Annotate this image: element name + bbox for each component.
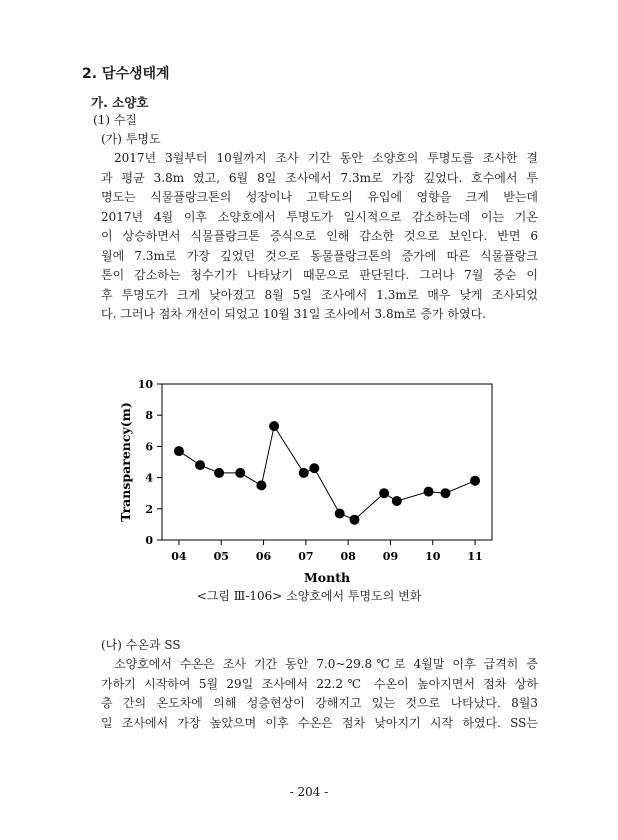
paragraph-line: 월에 7.3m로 가장 깊었던 것으로 동물플랑크톤의 증가에 따른 식물플랑크	[101, 248, 538, 263]
paragraph-line: 톤이 감소하는 청수기가 나타났기 때문으로 판단된다. 그러나 7월 중순 이	[101, 268, 538, 282]
x-tick-label: 08	[340, 550, 356, 563]
paragraph-temperature	[101, 655, 538, 733]
paragraph-line: 가하기 시작하여 5월 29일 조사에서 22.2℃ 수온이 높아지면서 점차 상하	[101, 676, 538, 691]
x-axis-label: Month	[303, 570, 351, 585]
data-point	[235, 468, 245, 478]
y-tick-label: 2	[145, 502, 153, 516]
paragraph-line: 후 투명도가 크게 낮아졌고 8월 5일 조사에서 1.3m로 매우 낮게 조사되었	[101, 287, 538, 302]
plot-frame	[162, 384, 492, 540]
subitem-title-temperature-ss: (나) 수온과 SS	[101, 638, 181, 652]
data-point	[424, 487, 434, 497]
section-title: 2. 담수생태계	[82, 66, 170, 82]
data-point	[379, 488, 389, 498]
subitem-title-transparency: (가) 투명도	[101, 132, 161, 146]
data-point	[256, 480, 266, 490]
paragraph-line: 다. 그러나 점차 개선이 되었고 10월 31일 조사에서 3.8m로 증가 하였다.	[101, 307, 486, 321]
item-title: (1) 수질	[93, 113, 137, 127]
paragraph-line: 일 조사에서 가장 높았으며 이후 수온은 점차 낮아지기 시작 하였다. SS는	[101, 715, 538, 730]
paragraph-line: 소양호에서 수온은 조사 기간 동안 7.0~29.8℃로 4월말 이후 급격히 증	[114, 657, 538, 671]
paragraph-line: 2017년 4월 이후 소양호에서 투명도가 일시적으로 감소하는데 이는 기온	[101, 209, 538, 224]
y-tick-label: 0	[145, 534, 153, 547]
data-point	[392, 496, 402, 506]
x-tick-label: 11	[467, 550, 483, 563]
data-point	[470, 476, 480, 486]
data-point	[195, 460, 205, 470]
x-tick-label: 10	[425, 550, 441, 563]
data-point	[440, 488, 450, 498]
x-tick-label: 07	[298, 550, 314, 563]
data-point	[309, 463, 319, 473]
y-axis-label: Transparency(m)	[118, 402, 133, 522]
paragraph-line: 2017년 3월부터 10월까지 조사 기간 동안 소양호의 투명도를 조사한 결	[114, 151, 538, 165]
y-tick-label: 10	[137, 378, 153, 391]
paragraph-line: 명도는 식물플랑크톤의 성장이나 고탁도의 유입에 영향을 크게 받는데	[101, 190, 538, 204]
data-point	[299, 468, 309, 478]
x-tick-label: 05	[213, 550, 229, 563]
data-point	[174, 446, 184, 456]
paragraph-line: 이 상승하면서 식물플랑크톤 증식으로 인해 감소한 것으로 보인다. 반면 6	[101, 229, 538, 243]
page-number: - 204 -	[289, 785, 329, 799]
y-tick-label: 6	[145, 440, 153, 454]
x-tick-label: 06	[255, 550, 272, 563]
y-tick-label: 4	[145, 471, 153, 485]
data-point	[335, 508, 345, 518]
x-tick-label: 09	[382, 550, 399, 563]
y-tick-label: 8	[145, 409, 153, 423]
data-point	[269, 421, 279, 431]
data-point	[214, 468, 224, 478]
figure-caption: <그림 Ⅲ-106> 소양호에서 투명도의 변화	[196, 589, 422, 603]
data-point	[350, 515, 360, 525]
x-tick-label: 04	[171, 550, 187, 563]
paragraph-line: 층 간의 온도차에 의해 성층현상이 강해지고 있는 것으로 나타났다. 8월3	[101, 696, 538, 710]
paragraph-line: 과 평균 3.8m 였고, 6월 8일 조사에서 7.3m로 가장 깊었다. 호수에서 투	[101, 170, 538, 185]
subsection-title: 가. 소양호	[91, 95, 149, 110]
